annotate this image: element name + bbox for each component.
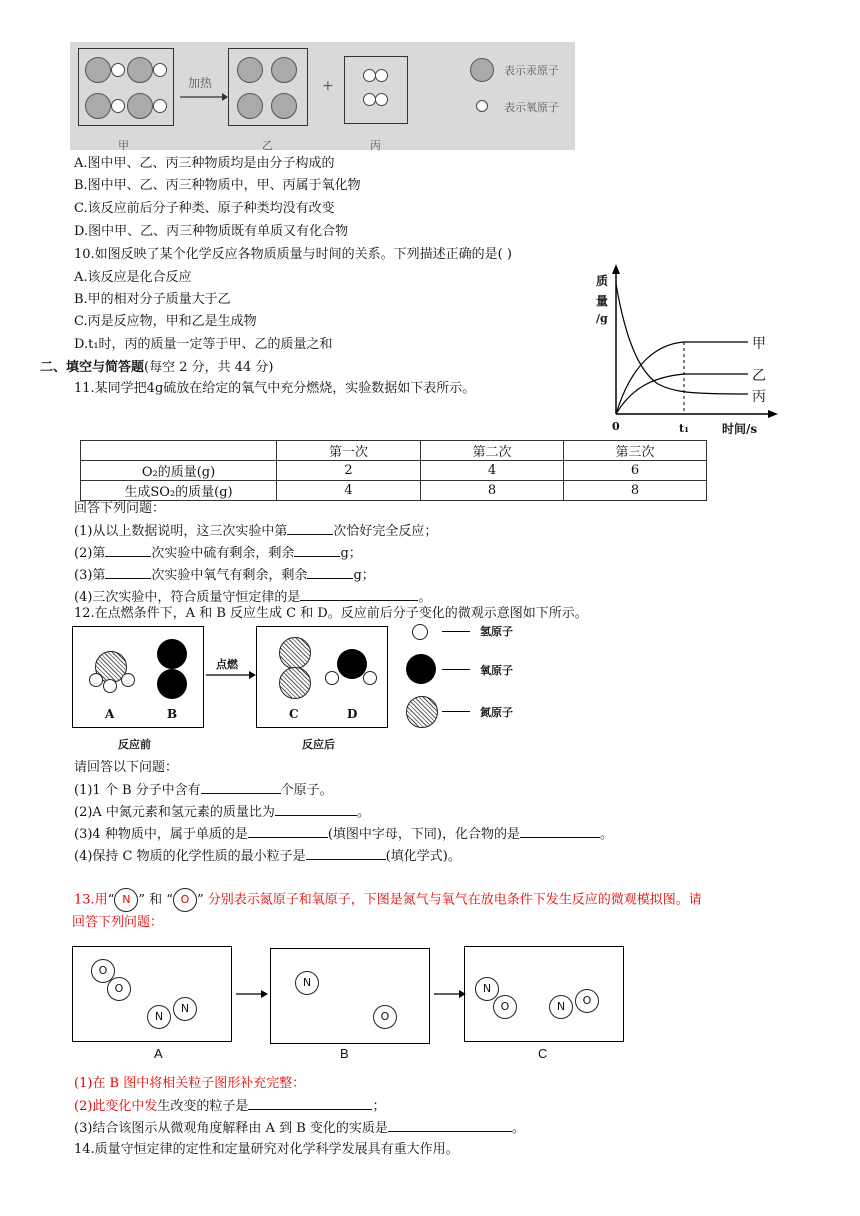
o-atom	[373, 1005, 397, 1029]
legend-hg-atom	[470, 58, 494, 82]
legend-h-atom	[412, 624, 428, 640]
q11-sub2	[74, 544, 362, 563]
answer-blank[interactable]	[248, 1097, 372, 1110]
table-header-row	[81, 441, 707, 461]
graph-origin: 0	[612, 420, 620, 433]
table-cell: 6	[564, 461, 707, 481]
caption-after: 反应后	[302, 738, 335, 751]
box-jia	[78, 48, 174, 126]
label-a: A	[105, 707, 115, 721]
hg-atom	[271, 93, 297, 119]
o-atom	[375, 69, 388, 82]
text: 生改变的粒子是	[157, 1099, 249, 1114]
q11-data-table	[80, 440, 707, 501]
q12-before-box	[72, 626, 204, 728]
q13-box-a	[72, 946, 232, 1042]
o-atom	[157, 669, 187, 699]
table-cell: 第一次	[277, 441, 421, 461]
graph-ylabel-3: /g	[596, 312, 608, 325]
q11-prompt: 回答下列问题：	[74, 501, 166, 516]
right-arrow-icon	[180, 92, 228, 102]
answer-blank[interactable]	[105, 544, 151, 557]
q12-after-box	[256, 626, 388, 728]
text: N	[180, 1002, 190, 1015]
text: 次实验中硫有剩余，剩余	[151, 546, 295, 561]
table-cell: 第三次	[564, 441, 707, 461]
text: O	[582, 994, 592, 1007]
legend-n-atom	[406, 696, 438, 728]
q13-label-c: C	[538, 1046, 548, 1061]
h-atom	[363, 671, 377, 685]
q10-option-b: B.甲的相对分子质量大于乙	[74, 292, 231, 307]
text: 。	[418, 590, 432, 605]
caption-bing: 丙	[370, 139, 381, 152]
right-arrow-icon	[236, 989, 268, 999]
n-atom	[549, 995, 573, 1019]
answer-blank[interactable]	[248, 825, 328, 838]
o-atom	[375, 93, 388, 106]
q13-label-a: A	[154, 1046, 163, 1061]
table-cell: 8	[421, 481, 564, 501]
text: 个原子。	[280, 783, 333, 798]
text: O	[98, 964, 108, 977]
legend-n-label: 氮原子	[480, 706, 513, 719]
legend-hg-label: 表示汞原子	[504, 64, 559, 77]
q12-sub1	[74, 781, 333, 800]
table-row	[81, 461, 707, 481]
q14-stem: 14.质量守恒定律的定性和定量研究对化学科学发展具有重大作用。	[74, 1142, 459, 1157]
graph-series-jia: 甲	[752, 336, 766, 352]
text: (2)A 中氮元素和氢元素的质量比为	[74, 805, 275, 820]
section-2-title: 二、填空与简答题	[40, 360, 145, 375]
q10-option-a: A.该反应是化合反应	[74, 270, 192, 285]
answer-blank[interactable]	[520, 825, 600, 838]
answer-blank[interactable]	[300, 588, 418, 601]
hg-atom	[127, 57, 153, 83]
q9-option-a: A.图中甲、乙、丙三种物质均是由分子构成的	[74, 156, 335, 171]
text: (4)三次实验中，符合质量守恒定律的是	[74, 590, 301, 605]
q11-stem: 11.某同学把4g硫放在给定的氧气中充分燃烧，实验数据如下表所示。	[74, 381, 476, 396]
legend-o-label: 氧原子	[480, 664, 513, 677]
hg-atom	[237, 57, 263, 83]
text: 。	[511, 1121, 525, 1136]
section-2-heading	[40, 359, 274, 377]
q13-box-b[interactable]	[270, 948, 430, 1044]
answer-blank[interactable]	[306, 847, 386, 860]
q12-prompt: 请回答以下问题：	[74, 760, 179, 775]
q12-sub2	[74, 803, 370, 822]
label-d: D	[347, 707, 358, 721]
graph-ylabel-1: 质	[596, 274, 609, 288]
text: N	[122, 893, 131, 906]
n-atom-symbol	[114, 888, 138, 912]
q13-stem-line1: 13.用“ N ” 和 “ O ” 分别表示氮原子和氧原子，下图是氮气与氧气在放电条件下发生反应的微观模拟图。请	[74, 888, 702, 912]
q9-option-d: D.图中甲、乙、丙三种物质既有单质又有化合物	[74, 224, 349, 239]
text: 次恰好完全反应；	[333, 524, 438, 539]
answer-blank[interactable]	[294, 544, 340, 557]
text: (2)第	[74, 546, 106, 561]
text: (3)4 种物质中，属于单质的是	[74, 827, 248, 842]
table-cell: 4	[277, 481, 421, 501]
legend-line	[442, 669, 470, 670]
graph-t1: t₁	[679, 422, 689, 435]
o-atom	[111, 63, 125, 77]
text: 。	[599, 827, 613, 842]
text: N	[556, 1000, 566, 1013]
n-atom	[279, 667, 311, 699]
q13-sub3	[74, 1119, 525, 1138]
text: O	[380, 1010, 390, 1023]
q13-sub1: (1)在 B 图中将相关粒子图形补充完整：	[74, 1076, 306, 1091]
text: g；	[340, 546, 362, 561]
graph-series-bing: 丙	[752, 389, 766, 405]
answer-blank[interactable]	[307, 566, 353, 579]
text: N	[154, 1010, 164, 1023]
text: O	[180, 893, 190, 906]
text: (1)1 个 B 分子中含有	[74, 783, 201, 798]
table-cell: O₂的质量(g)	[81, 461, 277, 481]
q9-option-b: B.图中甲、乙、丙三种物质中，甲、丙属于氧化物	[74, 178, 361, 193]
table-cell: 第二次	[421, 441, 564, 461]
o-atom	[111, 99, 125, 113]
text: (填图中字母，下同)，化合物的是	[327, 827, 520, 842]
text: (4)保持 C 物质的化学性质的最小粒子是	[74, 849, 306, 864]
table-cell: 生成SO₂的质量(g)	[81, 481, 277, 501]
caption-jia: 甲	[118, 139, 129, 152]
hg-atom	[271, 57, 297, 83]
o-atom-symbol	[173, 888, 197, 912]
legend-o-label: 表示氧原子	[504, 101, 559, 114]
text: (1)从以上数据说明，这三次实验中第	[74, 524, 288, 539]
o-atom	[157, 639, 187, 669]
table-row	[81, 481, 707, 501]
n-atom	[279, 637, 311, 669]
box-bing	[344, 56, 408, 124]
n-atom	[173, 997, 197, 1021]
answer-blank[interactable]	[201, 781, 281, 794]
q10-option-c: C.丙是反应物，甲和乙是生成物	[74, 314, 257, 329]
q9-figure	[70, 42, 575, 150]
table-cell: 4	[421, 461, 564, 481]
text: N	[482, 982, 492, 995]
text: (3)第	[74, 568, 106, 583]
h-atom	[89, 673, 103, 687]
q13-sub2	[74, 1097, 385, 1116]
text: 和	[149, 892, 163, 908]
q12-arrow-label: 点燃	[216, 658, 238, 671]
table-cell: 8	[564, 481, 707, 501]
answer-blank[interactable]	[105, 566, 151, 579]
caption-before: 反应前	[118, 738, 151, 751]
n-atom	[295, 971, 319, 995]
answer-blank[interactable]	[388, 1119, 512, 1132]
box-yi	[228, 48, 308, 126]
table-cell	[81, 441, 277, 461]
h-atom	[121, 673, 135, 687]
q13-stem-line2: 回答下列问题：	[72, 915, 164, 930]
right-arrow-icon	[434, 989, 466, 999]
h-atom	[325, 671, 339, 685]
h-atom	[103, 679, 117, 693]
text: 。	[356, 805, 370, 820]
label-b: B	[167, 707, 178, 721]
text: O	[500, 1000, 510, 1013]
q11-sub3	[74, 566, 375, 585]
answer-blank[interactable]	[287, 522, 333, 535]
q13-box-c	[464, 946, 624, 1042]
n-atom	[147, 1005, 171, 1029]
table-cell: 2	[277, 461, 421, 481]
graph-xlabel: 时间/s	[722, 422, 758, 436]
text: g；	[353, 568, 375, 583]
text: N	[302, 976, 312, 989]
answer-blank[interactable]	[275, 803, 357, 816]
text: 13.用	[74, 892, 108, 908]
legend-o-atom	[406, 654, 436, 684]
hg-atom	[237, 93, 263, 119]
arrow-label: 加热	[188, 76, 213, 90]
q10-option-d: D.t₁时，丙的质量一定等于甲、乙的质量之和	[74, 337, 333, 352]
section-2-note: (每空 2 分，共 44 分)	[144, 360, 274, 375]
text: ；	[372, 1099, 386, 1114]
q10-stem: 10.如图反映了某个化学反应各物质质量与时间的关系。下列描述正确的是( )	[74, 247, 512, 262]
caption-yi: 乙	[262, 139, 273, 152]
graph-ylabel-2: 量	[596, 294, 609, 308]
hg-atom	[127, 93, 153, 119]
right-arrow-icon	[206, 670, 256, 680]
o-atom	[107, 977, 131, 1001]
o-atom	[153, 99, 167, 113]
label-c: C	[289, 707, 299, 721]
o-atom	[575, 989, 599, 1013]
legend-line	[442, 631, 470, 632]
legend-o-atom	[476, 100, 488, 112]
legend-line	[442, 711, 470, 712]
text: 次实验中氧气有剩余，剩余	[151, 568, 308, 583]
hg-atom	[85, 93, 111, 119]
text: (2)此变化中发	[74, 1099, 158, 1114]
text: 分别表示氮原子和氧原子，下图是氮气与氧气在放电条件下发生反应的微观模拟图。请	[207, 892, 702, 908]
o-atom	[493, 995, 517, 1019]
legend-h-label: 氢原子	[480, 625, 513, 638]
q12-stem: 12.在点燃条件下，A 和 B 反应生成 C 和 D。反应前后分子变化的微观示意图如下所示。	[74, 606, 588, 621]
plus-sign: +	[322, 78, 334, 94]
q12-sub3	[74, 825, 613, 844]
o-atom	[153, 63, 167, 77]
text: (填化学式)。	[385, 849, 461, 864]
text: (3)结合该图示从微观角度解释由 A 到 B 变化的实质是	[74, 1121, 388, 1136]
q12-sub4	[74, 847, 461, 866]
q13-label-b: B	[340, 1046, 349, 1061]
hg-atom	[85, 57, 111, 83]
q9-option-c: C.该反应前后分子种类、原子种类均没有改变	[74, 201, 335, 216]
q11-sub1	[74, 522, 437, 541]
graph-series-yi: 乙	[752, 368, 766, 384]
text: O	[114, 982, 124, 995]
